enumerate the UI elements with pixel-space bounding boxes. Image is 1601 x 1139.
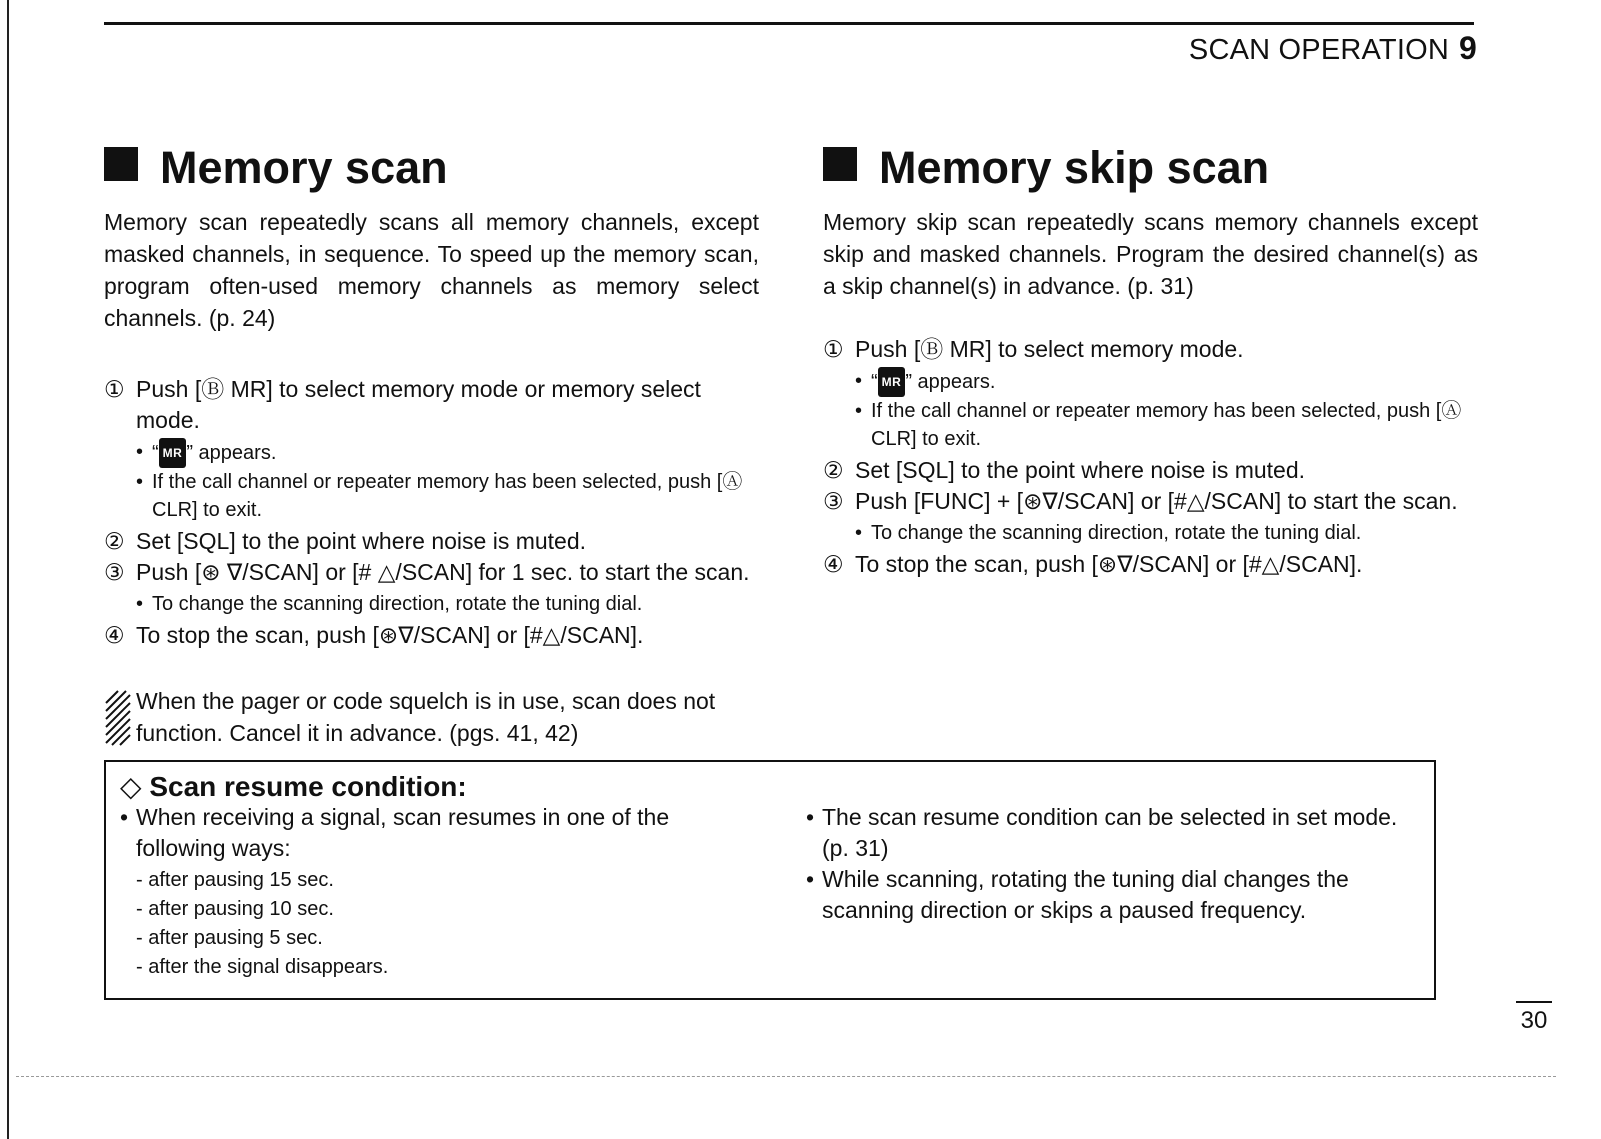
step-number: ②	[104, 528, 125, 554]
resume-bullet: • The scan resume condition can be selected in set mode. (p. 31)	[806, 804, 1398, 861]
step-text: Push [Ⓑ MR] to select memory mode or memory select mode.	[136, 376, 701, 433]
scan-resume-right	[806, 802, 1426, 926]
step-item	[104, 526, 759, 557]
step-item	[823, 549, 1478, 580]
diamond-icon: ◇	[120, 771, 142, 802]
scan-resume-title: Scan resume condition:	[149, 771, 467, 802]
bullet-dot: •	[136, 471, 144, 493]
step-note: • If the call channel or repeater memory has been selected, push [Ⓐ CLR] to exit.	[855, 397, 1478, 453]
bullet-dot: •	[855, 400, 863, 422]
bullet-dot: •	[806, 866, 815, 892]
step-note: • To change the scanning direction, rotate the tuning dial.	[136, 590, 759, 618]
bullet-dot: •	[855, 522, 863, 544]
step-notes	[855, 519, 1478, 547]
resume-bullet: • When receiving a signal, scan resumes in one of the following ways:	[120, 804, 670, 861]
mr-indicator-icon: MR	[878, 367, 906, 397]
chapter-number: 9	[1459, 30, 1477, 66]
step-number: ①	[104, 376, 125, 402]
memory-skip-scan-heading	[823, 140, 1478, 196]
step-number: ③	[104, 559, 125, 585]
section-square-icon	[823, 147, 857, 181]
step-number: ④	[104, 622, 125, 648]
step-number: ①	[823, 336, 844, 362]
bullet-dot: •	[855, 370, 863, 392]
step-text: Push [⊛ ∇/SCAN] or [# △/SCAN] for 1 sec. to start the scan.	[136, 559, 750, 585]
step-text: Set [SQL] to the point where noise is muted.	[136, 528, 587, 554]
resume-option: - after pausing 10 sec.	[136, 898, 334, 920]
memory-skip-scan-section	[823, 140, 1478, 580]
bullet-dot: •	[120, 804, 129, 830]
memory-skip-scan-title: Memory skip scan	[879, 142, 1270, 193]
step-text: Push [FUNC] + [⊛∇/SCAN] or [#△/SCAN] to start the scan.	[855, 488, 1458, 514]
resume-options-list	[136, 866, 740, 982]
resume-option: - after pausing 5 sec.	[136, 927, 323, 949]
resume-option: - after the signal disappears.	[136, 956, 389, 978]
step-item	[823, 334, 1478, 453]
header-rule	[104, 22, 1474, 25]
step-note: • “ MR ” appears.	[855, 367, 1478, 397]
bullet-dot: •	[806, 804, 815, 830]
step-text: To stop the scan, push [⊛∇/SCAN] or [#△/SCAN].	[136, 622, 644, 648]
step-number: ③	[823, 488, 844, 514]
step-text: Push [Ⓑ MR] to select memory mode.	[855, 336, 1244, 362]
step-notes	[855, 367, 1478, 453]
step-number: ④	[823, 551, 844, 577]
caution-note-text: When the pager or code squelch is in use, scan does not function. Cancel it in advance. (pgs. 41, 42)	[136, 688, 716, 746]
step-note: • If the call channel or repeater memory has been selected, push [Ⓐ CLR] to exit.	[136, 468, 759, 524]
resume-bullet: • While scanning, rotating the tuning dial changes the scanning direction or skips a paused frequency.	[806, 866, 1349, 923]
bullet-dot: •	[136, 441, 144, 463]
chapter-title: SCAN OPERATION	[1188, 34, 1449, 66]
running-header	[1189, 30, 1477, 67]
memory-skip-scan-intro: Memory skip scan repeatedly scans memory channels except skip and masked channels. Program the desired channel(s) as a skip channel(s) in advance. (p. 31)	[823, 209, 1478, 299]
step-item	[823, 486, 1478, 547]
scan-resume-left	[120, 802, 740, 982]
step-text: To stop the scan, push [⊛∇/SCAN] or [#△/SCAN].	[855, 551, 1363, 577]
step-notes	[136, 590, 759, 618]
step-note: • “ MR ” appears.	[136, 438, 759, 468]
mr-indicator-icon: MR	[159, 438, 187, 468]
memory-scan-title: Memory scan	[160, 142, 448, 193]
resume-option: - after pausing 15 sec.	[136, 869, 334, 891]
memory-scan-heading	[104, 140, 759, 196]
step-item	[104, 374, 759, 524]
step-notes	[136, 438, 759, 524]
caution-note	[104, 685, 759, 749]
footer-rule	[16, 1076, 1556, 1077]
step-item	[823, 455, 1478, 486]
step-item	[104, 557, 759, 618]
caution-hatch-icon	[104, 689, 132, 747]
scan-resume-box	[104, 760, 1436, 1000]
scan-resume-heading	[120, 770, 467, 803]
step-text: Set [SQL] to the point where noise is muted.	[855, 457, 1306, 483]
step-note: • To change the scanning direction, rotate the tuning dial.	[855, 519, 1478, 547]
memory-scan-intro: Memory scan repeatedly scans all memory channels, except masked channels, in sequence. To speed up the memory scan, program often-used memory channels as memory select channels. (p. 24)	[104, 209, 759, 331]
memory-scan-section	[104, 140, 759, 749]
memory-scan-steps	[104, 374, 759, 651]
bullet-dot: •	[136, 593, 144, 615]
page-number: 30	[1516, 1001, 1552, 1035]
page-binding-edge	[7, 0, 9, 1139]
section-square-icon	[104, 147, 138, 181]
step-item	[104, 620, 759, 651]
memory-skip-scan-steps	[823, 334, 1478, 580]
step-number: ②	[823, 457, 844, 483]
